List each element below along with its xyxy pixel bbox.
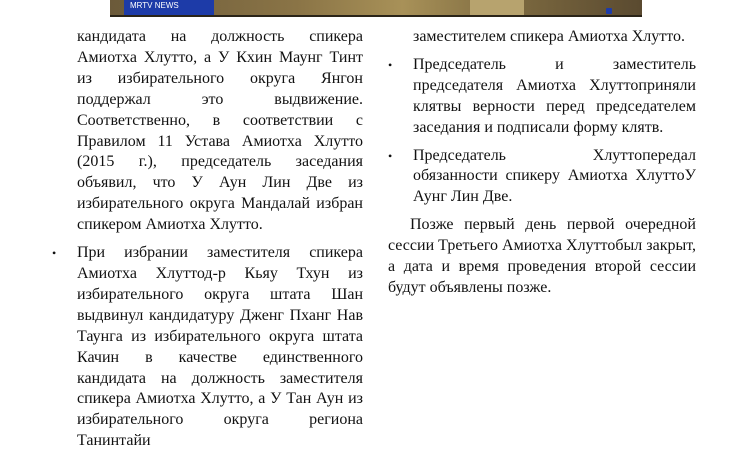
- bullet-icon: [388, 55, 413, 76]
- left-column: [52, 27, 363, 452]
- list-item-text: Председатель и заместитель председателя Амиотха Хлуттоприняли клятвы верности перед председателем заседания и подписали форму клятв.: [413, 55, 696, 136]
- list-item-text: заместителем спикера Амиотха Хлутто.: [413, 28, 686, 45]
- photo-mark-icon: [606, 8, 612, 14]
- news-photo-strip: [110, 0, 642, 17]
- list-item-text: кандидата на должность спикера Амиотха Хлутто, а У Кхин Маунг Тинт из избирательного округа Янгон поддержал это выдвижение. Соответственно, в соответствии с Правилом 11 Устава Амиотха Хлутто (2015 г.), председатель заседания объявил, что У Аун Лин Две из избирательного округа Мандалай избран спикером Амиотха Хлутто.: [77, 28, 363, 234]
- list-item-text: При избрании заместителя спикера Амиотха Хлуттод-р Кьяу Тхун из избирательного округа штата Шан выдвинул кандидатуру Дженг Пханг Нав Таунга из избирательного округа штата Качин в качестве единственного кандидата на должность заместителя спикера Амиотха Хлутто, а У Тан Аун из избирательного округа региона Танинтайи: [77, 244, 363, 450]
- list-item: [52, 243, 363, 452]
- bullet-icon: [52, 243, 77, 264]
- list-item: [52, 27, 363, 236]
- list-item: [388, 27, 696, 48]
- right-column: [388, 27, 696, 299]
- bullet-icon: [388, 146, 413, 167]
- closing-paragraph: Позже первый день первой очередной сессии Третьего Амиотха Хлуттобыл закрыт, а дата и время проведения второй сессии будут объявлены позже.: [388, 216, 696, 296]
- list-item: [388, 55, 696, 139]
- mrtv-news-logo: MRTV NEWS: [124, 0, 214, 15]
- list-item: [388, 146, 696, 209]
- list-item-text: Председатель Хлуттопередал обязанности спикеру Амиотха ХлуттоУ Аунг Лин Две.: [413, 146, 696, 206]
- photo-caption: [470, 0, 524, 15]
